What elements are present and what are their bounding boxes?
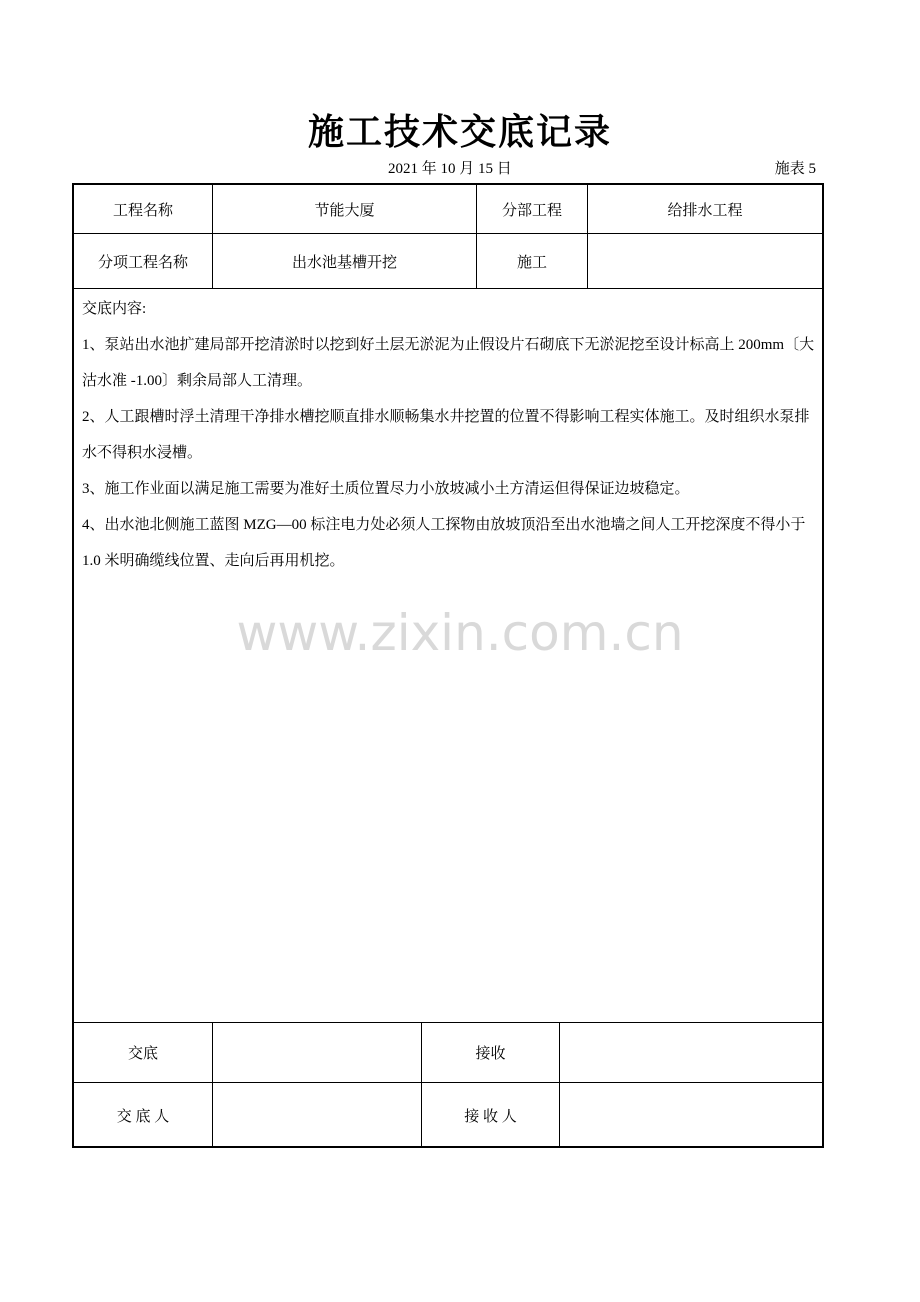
content-item: 4、出水池北侧施工蓝图 MZG—00 标注电力处必须人工探物由放坡顶沿至出水池墙之间人工开挖深度不得小于 1.0 米明确缆线位置、走向后再用机挖。 bbox=[82, 517, 806, 569]
subitem-label: 分项工程名称 bbox=[97, 254, 188, 271]
receive-label: 接收 bbox=[475, 1046, 506, 1062]
project-name-label: 工程名称 bbox=[112, 202, 173, 219]
content-item: 1、泵站出水池扩建局部开挖清淤时以挖到好土层无淤泥为止假设片石砌底下无淤泥挖至设计标高上 200mm〔大沽水准 -1.00〕剩余局部人工清理。 bbox=[82, 337, 815, 389]
subitem-value: 出水池基槽开挖 bbox=[291, 254, 397, 271]
construction-value bbox=[588, 234, 822, 288]
receive-person-value bbox=[560, 1083, 822, 1148]
project-name-value: 节能大厦 bbox=[314, 202, 375, 219]
construction-label: 施工 bbox=[516, 254, 547, 271]
content-item: 3、施工作业面以满足施工需要为准好土质位置尽力小放坡减小土方清运但得保证边坡稳定。 bbox=[82, 481, 690, 497]
record-table bbox=[72, 183, 824, 1148]
watermark: www.zixin.com.cn bbox=[236, 604, 684, 662]
content-item: 2、人工跟槽时浮土清理干净排水槽挖顺直排水顺畅集水井挖置的位置不得影响工程实体施工。及时组织水泵排水不得积水浸槽。 bbox=[82, 409, 810, 461]
receive-person-label: 接 收 人 bbox=[464, 1109, 517, 1125]
division-label: 分部工程 bbox=[501, 202, 562, 219]
receive-value bbox=[560, 1023, 822, 1082]
division-value: 给排水工程 bbox=[667, 202, 743, 219]
content-heading: 交底内容: bbox=[82, 301, 147, 317]
handover-person-value bbox=[213, 1083, 421, 1148]
form-number: 施表 5 bbox=[774, 161, 816, 177]
handover-value bbox=[213, 1023, 421, 1082]
document-date: 2021 年 10 月 15 日 bbox=[388, 161, 512, 177]
handover-content bbox=[82, 291, 818, 579]
document-title: 施工技术交底记录 bbox=[307, 112, 612, 153]
row-divider bbox=[74, 288, 822, 289]
handover-person-label: 交 底 人 bbox=[116, 1109, 170, 1125]
handover-label: 交底 bbox=[127, 1046, 158, 1062]
